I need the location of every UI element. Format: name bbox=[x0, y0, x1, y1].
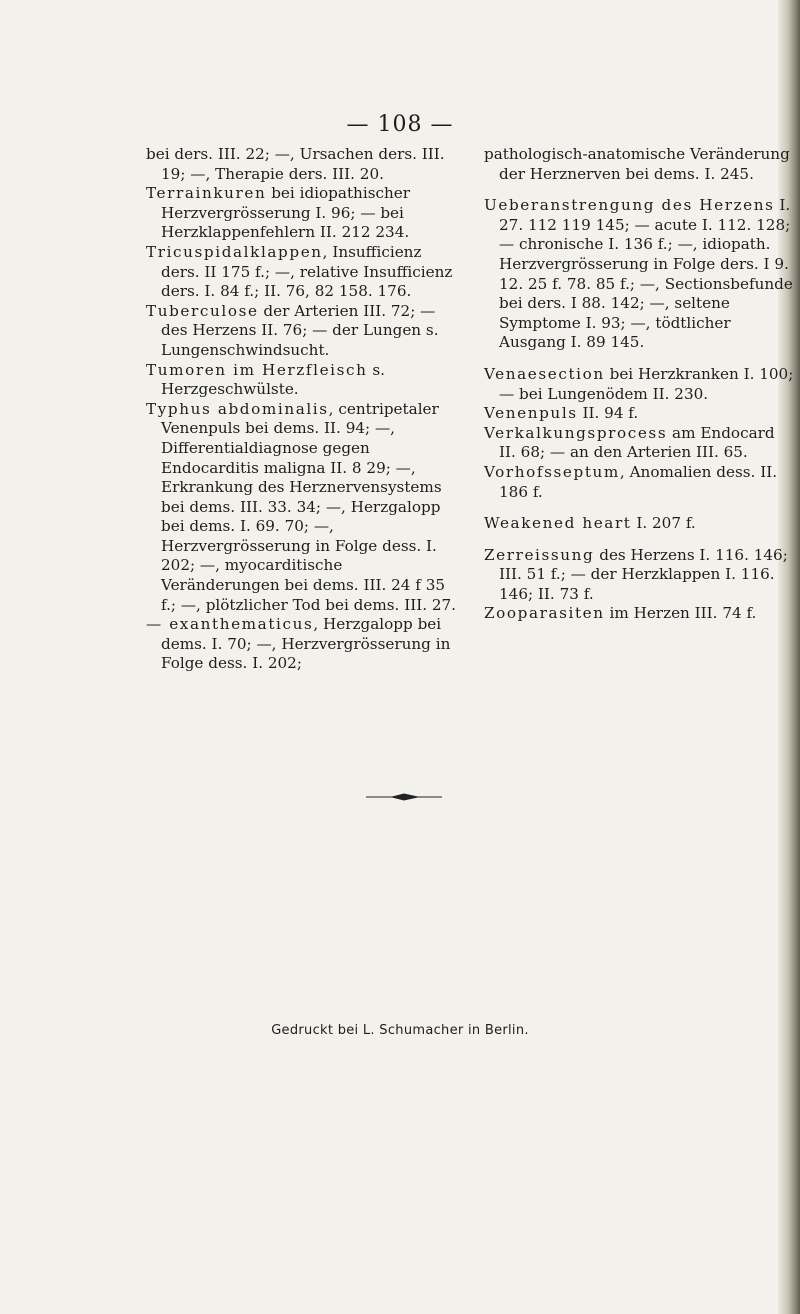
index-entry: Ueberanstrengung des Herzens I. 27. 112 119 145; — acute I. 112. 128; — chronische I. 136 f.; —, idiopath. Herzvergrösserung in Folge ders. I 9. 12. 25 f. 78. 85 f.; —, Sectionsbefunde bei ders. I 88. 142; —, seltene Symptome I. 93; —, tödtlicher Ausgang I. 89 145. bbox=[484, 196, 793, 352]
index-entry: Verkalkungsprocess am Endocard II. 68; — an den Arterien III. 65. bbox=[484, 423, 775, 462]
index-entry: Vorhofsseptum, Anomalien dess. II. 186 f. bbox=[484, 462, 778, 501]
index-entry: Venenpuls II. 94 f. bbox=[484, 404, 639, 423]
index-entry: Weakened heart I. 207 f. bbox=[484, 514, 696, 533]
index-entry: Tuberculose der Arterien III. 72; — des Herzens II. 76; — der Lungen s. Lungenschwindsucht. bbox=[146, 301, 439, 359]
index-entry: Terrainkuren bei idiopathischer Herzvergrösserung I. 96; — bei Herzklappenfehlern II. 212 234. bbox=[146, 184, 411, 242]
index-column-left bbox=[146, 145, 458, 674]
index-entry: Tricuspidalklappen, Insufficienz ders. II 175 f.; —, relative Insufficienz ders. I. 84 f.; II. 76, 82 158. 176. bbox=[146, 242, 453, 301]
index-entry: bei ders. III. 22; —, Ursachen ders. III. 19; —, Therapie ders. III. 20. bbox=[146, 145, 445, 183]
index-entry: pathologisch-anatomische Veränderung der Herznerven bei dems. I. 245. bbox=[484, 145, 790, 183]
index-entry: Zooparasiten im Herzen III. 74 f. bbox=[484, 604, 757, 623]
index-entry: — exanthematicus, Herzgalopp bei dems. I. 70; —, Herzvergrösserung in Folge dess. I. 202; bbox=[146, 615, 451, 673]
divider-ornament bbox=[366, 792, 442, 802]
index-column-right bbox=[484, 145, 796, 624]
page-number: — 108 — bbox=[346, 112, 454, 137]
index-entry: Zerreissung des Herzens I. 116. 146; III. 51 f.; — der Herzklappen I. 116. 146; II. 73 f. bbox=[484, 545, 788, 603]
printer-imprint: Gedruckt bei L. Schumacher in Berlin. bbox=[271, 1023, 529, 1038]
index-entry: Typhus abdominalis, centripetaler Venenpuls bei dems. II. 94; —, Differentialdiagnose gegen Endocarditis maligna II. 8 29; —, Erkrankung des Herznervensystems bei dems. III. 33. 34; —, Herzgalopp bei dems. I. 69. 70; —, Herzvergrösserung in Folge dess. I. 202; —, myocarditische Veränderungen bei dems. III. 24 f 35 f.; —, plötzlicher Tod bei dems. III. 27. bbox=[146, 399, 457, 614]
index-entry: Tumoren im Herzfleisch s. Herzgeschwülste. bbox=[146, 360, 385, 399]
index-entry: Venaesection bei Herzkranken I. 100; — bei Lungenödem II. 230. bbox=[484, 364, 794, 403]
